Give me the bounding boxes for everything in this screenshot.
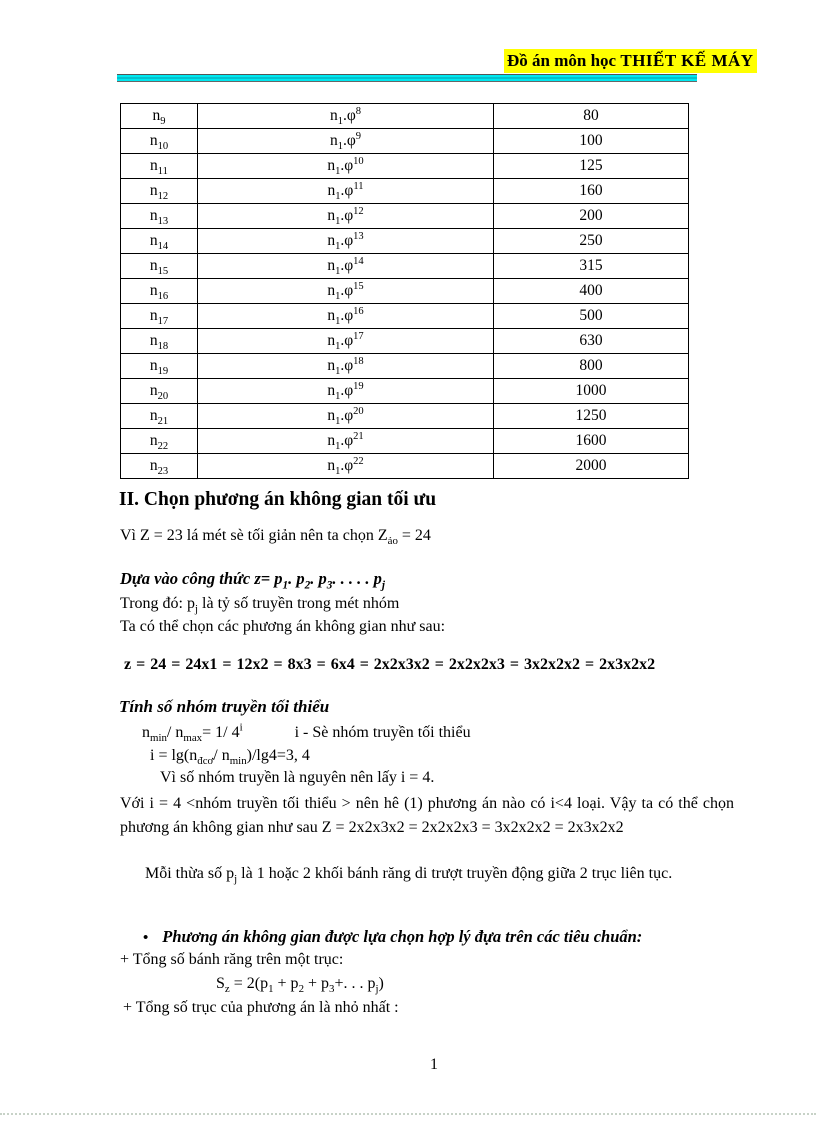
table-row — [121, 204, 689, 229]
speed-label-cell: $n_{23}$ — [121, 454, 198, 479]
formula-sz: $S_z = 2(p_1 + p_2 + p_3+$. . . $p_j$) — [216, 975, 384, 996]
value-cell: 250 — [494, 229, 689, 254]
page-number: 1 — [430, 1056, 438, 1073]
table-row — [121, 104, 689, 129]
header-title-caps: THIẾT KẾ MÁY — [620, 51, 754, 70]
value-cell: 800 — [494, 354, 689, 379]
speed-label-cell: $n_{19}$ — [121, 354, 198, 379]
speed-label-cell: $n_{20}$ — [121, 379, 198, 404]
speed-label-cell: $n_{13}$ — [121, 204, 198, 229]
formula-i-lg: $i = \lg(n_{đcơ}/$ $n_{min})/\lg 4=3$, 4 — [150, 747, 310, 768]
speed-label-cell: $n_{18}$ — [121, 329, 198, 354]
speed-table-body — [121, 104, 689, 479]
formula-cell: $n_1.\varphi^{12}$ — [198, 204, 494, 229]
bullet-criteria — [143, 927, 642, 947]
speed-label-cell: $n_{14}$ — [121, 229, 198, 254]
formula-cell: $n_1.\varphi^{14}$ — [198, 254, 494, 279]
value-cell: 100 — [494, 129, 689, 154]
formula-cell: $n_1.\varphi^{11}$ — [198, 179, 494, 204]
speed-label-cell: $n_{11}$ — [121, 154, 198, 179]
value-cell: 315 — [494, 254, 689, 279]
table-row — [121, 154, 689, 179]
table-row — [121, 229, 689, 254]
line-tong-so-banh-rang: + Tổng số bánh răng trên một trục: — [120, 951, 344, 968]
para-moi-thua-so: Mỗi thừa số $p_j$ là 1 hoặc 2 khối bánh răng di trượt truyền động giữa 2 trục liên tục. — [145, 865, 673, 886]
equation-z24: z = 24 = 24x1 = 12x2 = 8x3 = 6x4 = 2x2x3x2 = 2x2x2x3 = 3x2x2x2 = 2x3x2x2 — [124, 656, 656, 673]
formula-nmin-nmax: $n_{min}/$ $n_{max}= 1/$ 4$^i$ — [142, 721, 243, 745]
table-row — [121, 329, 689, 354]
table-row — [121, 454, 689, 479]
line-vi-z: Vì Z = 23 lá mét sè tối giản nên ta chọn $Z_{ảo} = 24$ — [120, 527, 431, 548]
value-cell: 630 — [494, 329, 689, 354]
table-row — [121, 354, 689, 379]
bullet-criteria-text: Phương án không gian được lựa chọn hợp lý đựa trên các tiêu chuẩn: — [162, 927, 643, 946]
line-tong-so-truc: + Tổng số trục của phương án là nhỏ nhất : — [123, 999, 399, 1016]
value-cell: 400 — [494, 279, 689, 304]
value-cell: 2000 — [494, 454, 689, 479]
table-row — [121, 304, 689, 329]
speed-label-cell: $n_9$ — [121, 104, 198, 129]
table-row — [121, 404, 689, 429]
speed-label-cell: $n_{16}$ — [121, 279, 198, 304]
formula-cell: $n_1.\varphi^8$ — [198, 104, 494, 129]
speed-label-cell: $n_{12}$ — [121, 179, 198, 204]
value-cell: 125 — [494, 154, 689, 179]
value-cell: 1000 — [494, 379, 689, 404]
formula-cell: $n_1.\varphi^{16}$ — [198, 304, 494, 329]
footer-dotted-rule — [0, 1113, 816, 1115]
value-cell: 200 — [494, 204, 689, 229]
formula-cell: $n_1.\varphi^{15}$ — [198, 279, 494, 304]
speed-label-cell: $n_{10}$ — [121, 129, 198, 154]
speed-label-cell: $n_{15}$ — [121, 254, 198, 279]
table-row — [121, 429, 689, 454]
formula-cell: $n_1.\varphi^{18}$ — [198, 354, 494, 379]
value-cell: 1250 — [494, 404, 689, 429]
speed-table — [120, 103, 689, 479]
header-title — [504, 49, 757, 73]
formula-cell: $n_1.\varphi^{20}$ — [198, 404, 494, 429]
line-ta-co-the: Ta có thể chọn các phương án không gian như sau: — [120, 618, 446, 635]
speed-label-cell: $n_{22}$ — [121, 429, 198, 454]
bullet-icon: • — [143, 930, 149, 946]
header-rule — [117, 74, 697, 82]
line-dua-vao-cong-thuc: Dựa vào công thức $z= p_1$. $p_2$. $p_3$. . . . . $p_j$ — [120, 569, 385, 592]
line-trong-do: Trong đó: $p_j$ là tỷ số truyền trong mét nhóm — [120, 595, 400, 616]
table-row — [121, 279, 689, 304]
section-heading: II. Chọn phương án không gian tối ưu — [119, 489, 437, 510]
formula-cell: $n_1.\varphi^{21}$ — [198, 429, 494, 454]
para-voi-i: Với i = 4 <nhóm truyền tối thiểu > nên hê (1) phương án nào có i<4 loại. Vậy ta có thể chọn phương án không gian như sau Z = 2x2x3x2 = 2x2x2x3 = 3x2x2x2 = 2x3x2x2 — [120, 795, 734, 836]
heading-tinh-so-nhom: Tính số nhóm truyền tối thiểu — [119, 697, 330, 716]
formula-cell: $n_1.\varphi^{13}$ — [198, 229, 494, 254]
speed-label-cell: $n_{21}$ — [121, 404, 198, 429]
note-so-nhom: i - Sè nhóm truyền tối thiểu — [294, 724, 471, 741]
value-cell: 160 — [494, 179, 689, 204]
line-vi-so-nhom: Vì số nhóm truyền là nguyên nên lấy i = 4. — [160, 769, 435, 786]
table-row — [121, 379, 689, 404]
value-cell: 500 — [494, 304, 689, 329]
speed-label-cell: $n_{17}$ — [121, 304, 198, 329]
formula-cell: $n_1.\varphi^9$ — [198, 129, 494, 154]
table-row — [121, 254, 689, 279]
formula-cell: $n_1.\varphi^{10}$ — [198, 154, 494, 179]
table-row — [121, 179, 689, 204]
value-cell: 1600 — [494, 429, 689, 454]
formula-cell: $n_1.\varphi^{17}$ — [198, 329, 494, 354]
formula-cell: $n_1.\varphi^{22}$ — [198, 454, 494, 479]
value-cell: 80 — [494, 104, 689, 129]
line-nmin-nmax — [142, 721, 471, 745]
header-title-normal: Đồ án môn học — [507, 51, 621, 70]
formula-cell: $n_1.\varphi^{19}$ — [198, 379, 494, 404]
table-row — [121, 129, 689, 154]
